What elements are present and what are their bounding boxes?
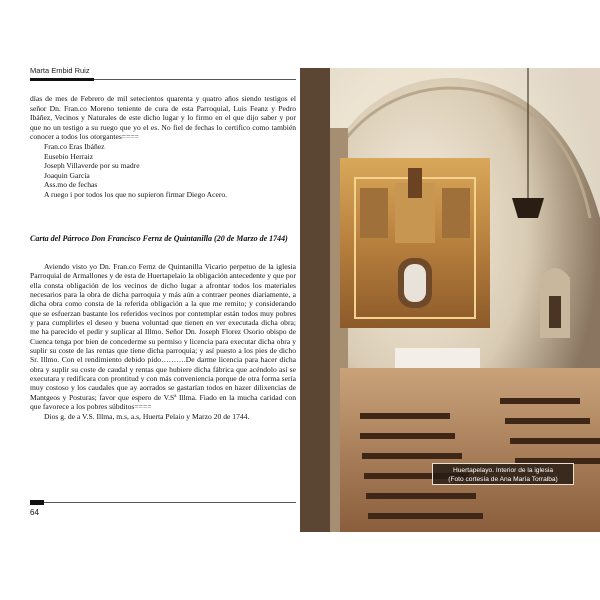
section-heading: Carta del Párroco Don Francisco Fernz de Quintanilla (20 de Marzo de 1744) [30, 234, 288, 243]
signature-2: Eusebio Herraiz [44, 151, 94, 161]
running-head [30, 66, 296, 75]
letter-text [30, 262, 296, 421]
page-number: 64 [30, 508, 39, 517]
signature-3: Joseph Villaverde por su madre [44, 161, 140, 171]
footer-rule-thick [30, 500, 44, 505]
church-interior-photo [300, 68, 600, 532]
letter-paragraph-2: Dios g. de a V.S. Illma, m.s, a.s, Huerta Pelaio y Marzo 20 de 1744. [44, 411, 250, 421]
signature-list [44, 142, 296, 200]
caption-line-2: (Foto cortesía de Ana María Torralba) [448, 476, 558, 483]
left-page [30, 66, 296, 526]
signature-1: Fran.co Eras Ibáñez [44, 141, 105, 151]
author-name: Marta Embid Ruiz [30, 66, 90, 75]
header-rule-thick [30, 78, 94, 81]
footer-rule-thin [44, 502, 296, 503]
page-footer [30, 500, 296, 524]
letter-paragraph-1: Aviendo visto yo Dn. Fran.co Fernz de Quintanilla Vicario perpetuo de la iglesia Parroquial de Armallones y de esta de Huertapelaio la obligación antecedente y que por ella consta obligación de los vecinos de dicho lugar a afrontar todos los materiales necesarios para la obra de dicha parroquia y más aún a contraer peones diariamente, a dicha obra como consta de la referida obligación a la que me remito; y considerando que se esfuerzan bastante los referidos vecinos por contemplar están todos muy pobres y para cumplirles el deseo y buena voluntad que tienen en ver executada dicha obra; me ha parecido el pedir y suplicar al Illmo. Señor Dn. Joseph Florez Osorio obispo de Cuenca tenga por bien de concederme su permiso y licencia para executar dicha obra y suplir su coste de las rentas que tiene dicha parroquia; y así puesto a los pies de dicho Sr. Illmo. Con el rendimiento debido pido……….De darme licencia para hacer dicha obra y suplir su coste de caudal y rentas que hubiere dicha fábrica que acéndolo así se executara y redificara con prontitud y con más conveniencia porque de otra forma sería muy costoso y los caudales que ay aorrados se gastarían todos en hazer dilixencias de Mantgeos y Posturas; favor que espero de V.Sª Illma. Fiado en la mucha caridad con que favorece a los pobres súbditos==== [30, 262, 296, 412]
photo-caption [432, 463, 574, 485]
signature-6: A ruego i por todos los que no supieron firmar Diego Acero. [44, 189, 228, 199]
caption-line-1: Huertapelayo. Interior de la iglesia [452, 467, 554, 474]
intro-paragraph: días de mes de Febrero de mil setecientos quarenta y quatro años siendo testigos el señor Dn. Fran.co Moreno teniente de cura de esta Parroquial, Luis Feanz y Pedro Ibáñez, Vecinos y Naturales de este dicho lugar y lo firmo en el que dijo saber y por que no un testigo a su ruego que yo el es. No fiel de fechas lo certifico como también conocer a todos los otorgantes==== [30, 94, 296, 142]
intro-text [30, 94, 296, 200]
header-rule-thin [94, 79, 296, 80]
signature-5: Ass.mo de fechas [44, 180, 98, 190]
signature-4: Joaquin García [44, 170, 90, 180]
